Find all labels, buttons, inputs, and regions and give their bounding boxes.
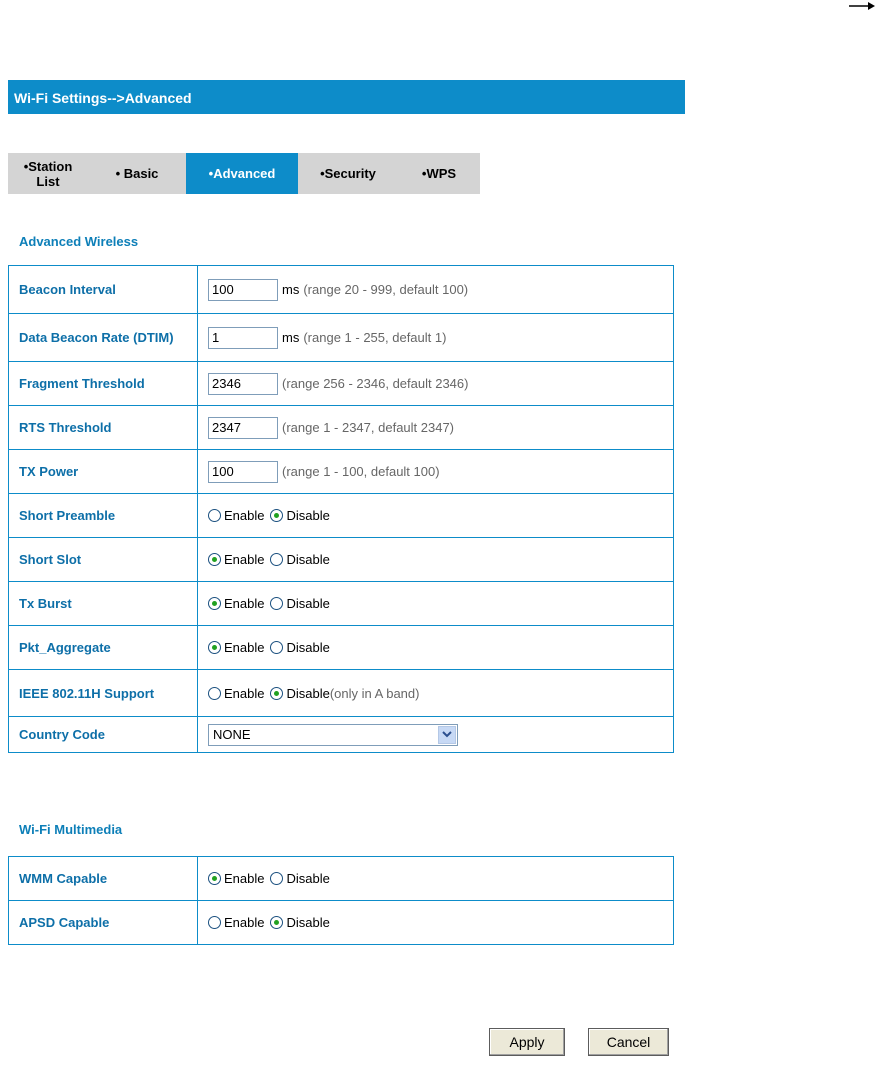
row-dtim	[9, 314, 674, 362]
radio-unselected-icon	[270, 641, 283, 654]
country-code-label: Country Code	[9, 717, 198, 753]
radio-unselected-icon	[208, 916, 221, 929]
radio-selected-icon	[208, 553, 221, 566]
fragment-threshold-label: Fragment Threshold	[9, 362, 198, 406]
row-short-slot	[9, 538, 674, 582]
tab-security-label: •Security	[320, 166, 376, 181]
short-slot-label: Short Slot	[9, 538, 198, 582]
tab-basic[interactable]	[88, 153, 186, 194]
apsd-capable-label: APSD Capable	[9, 901, 198, 945]
short-preamble-disable-radio[interactable]	[270, 508, 329, 523]
apply-button[interactable]: Apply	[489, 1028, 565, 1056]
fragment-threshold-hint: (range 256 - 2346, default 2346)	[282, 376, 469, 391]
row-pkt-aggregate	[9, 626, 674, 670]
dtim-input[interactable]	[208, 327, 278, 349]
row-tx-burst	[9, 582, 674, 626]
radio-label: Enable	[224, 685, 265, 701]
radio-unselected-icon	[208, 687, 221, 700]
radio-label: Disable	[286, 508, 330, 523]
radio-label: Disable	[286, 596, 330, 611]
arrow-right-icon	[849, 0, 875, 12]
short-preamble-label: Short Preamble	[9, 494, 198, 538]
tab-wps-label: •WPS	[421, 166, 457, 181]
row-tx-power	[9, 450, 674, 494]
tab-bar	[8, 153, 480, 194]
beacon-interval-label: Beacon Interval	[9, 266, 198, 314]
radio-label: Enable	[224, 640, 265, 655]
ieee80211h-note: (only in A band)	[329, 685, 420, 701]
wmm-capable-label: WMM Capable	[9, 857, 198, 901]
cancel-button[interactable]: Cancel	[588, 1028, 669, 1056]
radio-label: Disable	[286, 685, 330, 701]
radio-selected-icon	[208, 641, 221, 654]
row-ieee80211h	[9, 670, 674, 717]
tx-power-label: TX Power	[9, 450, 198, 494]
radio-label: Disable	[286, 915, 330, 930]
tab-station-list-label: •Station List	[23, 158, 73, 189]
radio-selected-icon	[208, 872, 221, 885]
apsd-capable-disable-radio[interactable]	[270, 915, 329, 930]
beacon-interval-unit: ms	[282, 282, 300, 297]
pkt-aggregate-label: Pkt_Aggregate	[9, 626, 198, 670]
beacon-interval-hint: (range 20 - 999, default 100)	[303, 282, 469, 297]
tab-wps[interactable]	[398, 153, 480, 194]
advanced-wireless-table	[8, 265, 674, 753]
chevron-down-icon[interactable]	[438, 726, 456, 744]
apsd-capable-enable-radio[interactable]	[208, 915, 264, 930]
wmm-capable-disable-radio[interactable]	[270, 871, 329, 886]
dtim-label: Data Beacon Rate (DTIM)	[9, 314, 198, 362]
radio-label: Disable	[286, 640, 330, 655]
advanced-wireless-title: Advanced Wireless	[19, 234, 139, 249]
row-rts-threshold	[9, 406, 674, 450]
radio-label: Enable	[224, 508, 265, 523]
country-code-value: NONE	[213, 727, 251, 742]
row-wmm-capable	[9, 857, 674, 901]
tx-burst-disable-radio[interactable]	[270, 596, 329, 611]
tx-power-input[interactable]	[208, 461, 278, 483]
tab-advanced[interactable]	[186, 153, 298, 194]
radio-unselected-icon	[208, 509, 221, 522]
row-country-code	[9, 717, 674, 753]
wifi-multimedia-table	[8, 856, 674, 945]
rts-threshold-input[interactable]	[208, 417, 278, 439]
tab-security[interactable]	[298, 153, 398, 194]
row-fragment-threshold	[9, 362, 674, 406]
radio-unselected-icon	[270, 553, 283, 566]
tx-power-hint: (range 1 - 100, default 100)	[282, 464, 440, 479]
fragment-threshold-input[interactable]	[208, 373, 278, 395]
tx-burst-label: Tx Burst	[9, 582, 198, 626]
radio-label: Disable	[286, 871, 330, 886]
radio-selected-icon	[270, 687, 283, 700]
page-title: Wi-Fi Settings-->Advanced	[8, 80, 685, 114]
radio-label: Enable	[224, 871, 265, 886]
ieee80211h-label: IEEE 802.11H Support	[9, 670, 198, 717]
ieee80211h-enable-radio[interactable]	[208, 686, 264, 701]
wmm-capable-enable-radio[interactable]	[208, 871, 264, 886]
radio-label: Enable	[224, 552, 265, 567]
country-code-select[interactable]	[208, 724, 458, 746]
tx-burst-enable-radio[interactable]	[208, 596, 264, 611]
dtim-unit: ms	[282, 330, 300, 345]
radio-selected-icon	[208, 597, 221, 610]
row-apsd-capable	[9, 901, 674, 945]
dtim-hint: (range 1 - 255, default 1)	[303, 330, 447, 345]
pkt-aggregate-disable-radio[interactable]	[270, 640, 329, 655]
radio-label: Disable	[286, 552, 330, 567]
radio-selected-icon	[270, 916, 283, 929]
radio-selected-icon	[270, 509, 283, 522]
rts-threshold-label: RTS Threshold	[9, 406, 198, 450]
row-short-preamble	[9, 494, 674, 538]
row-beacon-interval	[9, 266, 674, 314]
short-slot-disable-radio[interactable]	[270, 552, 329, 567]
ieee80211h-disable-radio[interactable]	[270, 686, 329, 701]
tab-basic-label: • Basic	[115, 166, 159, 181]
radio-unselected-icon	[270, 597, 283, 610]
tab-station-list[interactable]	[8, 153, 88, 194]
tab-advanced-label: •Advanced	[208, 166, 276, 181]
short-preamble-enable-radio[interactable]	[208, 508, 264, 523]
beacon-interval-input[interactable]	[208, 279, 278, 301]
rts-threshold-hint: (range 1 - 2347, default 2347)	[282, 420, 455, 435]
radio-label: Enable	[224, 596, 265, 611]
wifi-multimedia-title: Wi-Fi Multimedia	[19, 822, 123, 837]
pkt-aggregate-enable-radio[interactable]	[208, 640, 264, 655]
short-slot-enable-radio[interactable]	[208, 552, 264, 567]
radio-label: Enable	[224, 915, 265, 930]
radio-unselected-icon	[270, 872, 283, 885]
